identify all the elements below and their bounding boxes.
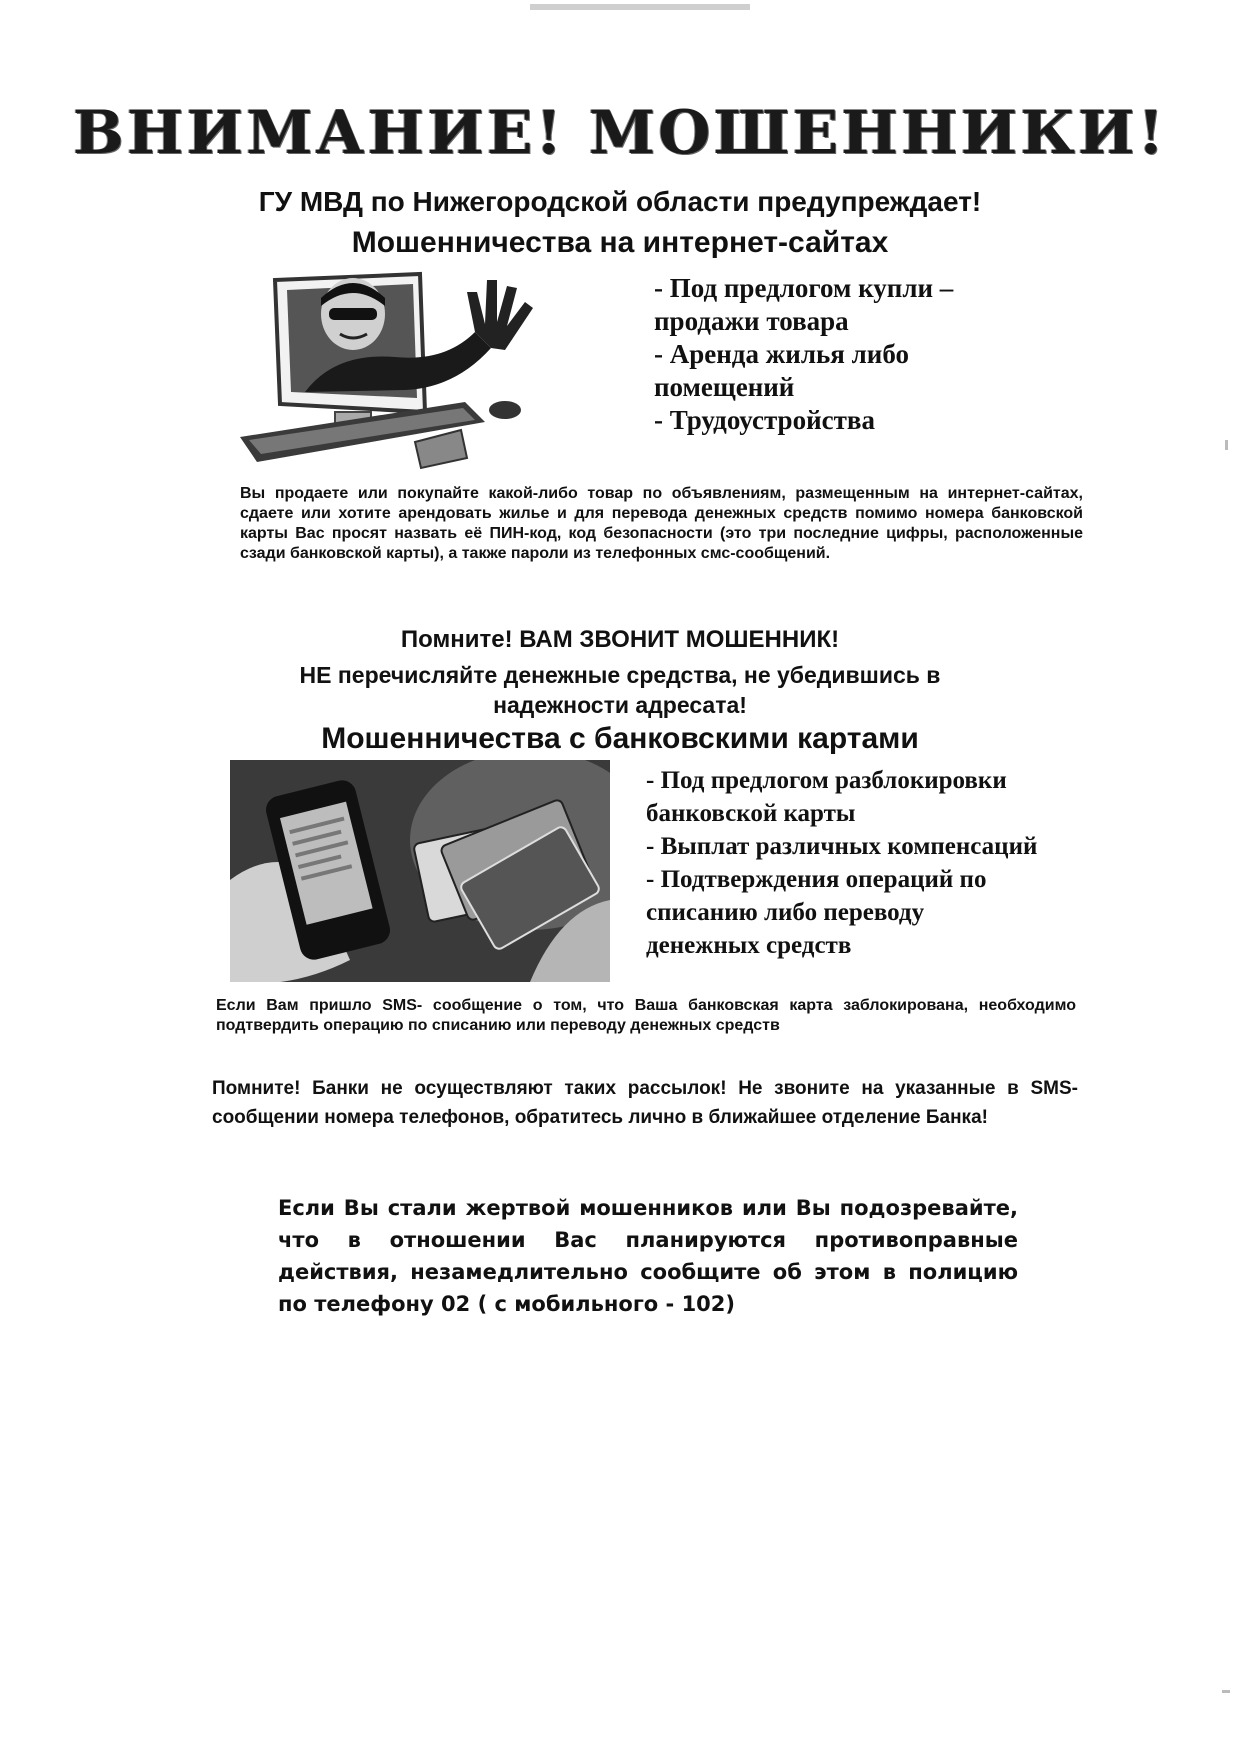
list-item: продажи товара bbox=[654, 306, 849, 336]
warning-transfer-line2: надежности адресата! bbox=[493, 692, 747, 718]
list-item: списанию либо переводу bbox=[646, 899, 925, 926]
list-item: - Трудоустройства bbox=[654, 405, 875, 435]
list-item: денежных средств bbox=[646, 932, 852, 959]
internet-fraud-list bbox=[654, 272, 1034, 437]
cards-section-heading: Мошенничества с банковскими картами bbox=[321, 722, 919, 755]
list-item: - Выплат различных компенсаций bbox=[646, 833, 1038, 860]
list-item: банковской карты bbox=[646, 800, 856, 827]
internet-fraud-paragraph: Вы продаете или покупайте какой-либо товар по объявлениям, размещенным на интернет-сайтах, сдаете или хотите арендовать жилье и для перевода денежных средств помимо номера банковской карты Вас просят назвать её ПИН-код, код безопасности (это три последние цифры, расположенные сзади банковской карты), а также пароли из телефонных смс-сообщений. bbox=[240, 485, 1083, 562]
warning-scammer: Помните! ВАМ ЗВОНИТ МОШЕННИК! bbox=[400, 626, 840, 653]
list-item: - Под предлогом купли – bbox=[654, 273, 954, 303]
list-item: - Аренда жилья либо bbox=[654, 339, 909, 369]
list-item: помещений bbox=[654, 372, 795, 402]
phone-and-bank-cards-icon bbox=[230, 760, 610, 982]
hacker-computer-icon bbox=[235, 262, 575, 472]
warning-transfer-line1: НЕ перечисляйте денежные средства, не убедившись в bbox=[299, 662, 941, 688]
page-title: ВНИМАНИЕ! МОШЕННИКИ! bbox=[73, 98, 1167, 168]
scan-mark bbox=[530, 4, 750, 10]
scan-mark bbox=[1225, 440, 1228, 450]
card-fraud-list bbox=[646, 764, 1086, 962]
list-item: - Подтверждения операций по bbox=[646, 866, 987, 893]
list-item: - Под предлогом разблокировки bbox=[646, 767, 1007, 794]
internet-section-heading: Мошенничества на интернет-сайтах bbox=[351, 226, 889, 259]
issuer-line: ГУ МВД по Нижегородской области предупреждает! bbox=[258, 186, 982, 217]
contact-police-paragraph: Если Вы стали жертвой мошенников или Вы подозревайте, что в отношении Вас планируются противоправные действия, незамедлительно сообщите об этом в полицию по телефону 02 ( с мобильного - 102) bbox=[278, 1196, 1018, 1316]
warning-banks: Помните! Банки не осуществляют таких рассылок! Не звоните на указанные в SMS-сообщении номера телефонов, обратитесь лично в ближайшее отделение Банка! bbox=[212, 1078, 1078, 1128]
scan-mark bbox=[1222, 1690, 1230, 1693]
card-fraud-paragraph: Если Вам пришло SMS- сообщение о том, что Ваша банковская карта заблокирована, необходимо подтвердить операцию по списанию или переводу денежных средств bbox=[216, 997, 1076, 1034]
